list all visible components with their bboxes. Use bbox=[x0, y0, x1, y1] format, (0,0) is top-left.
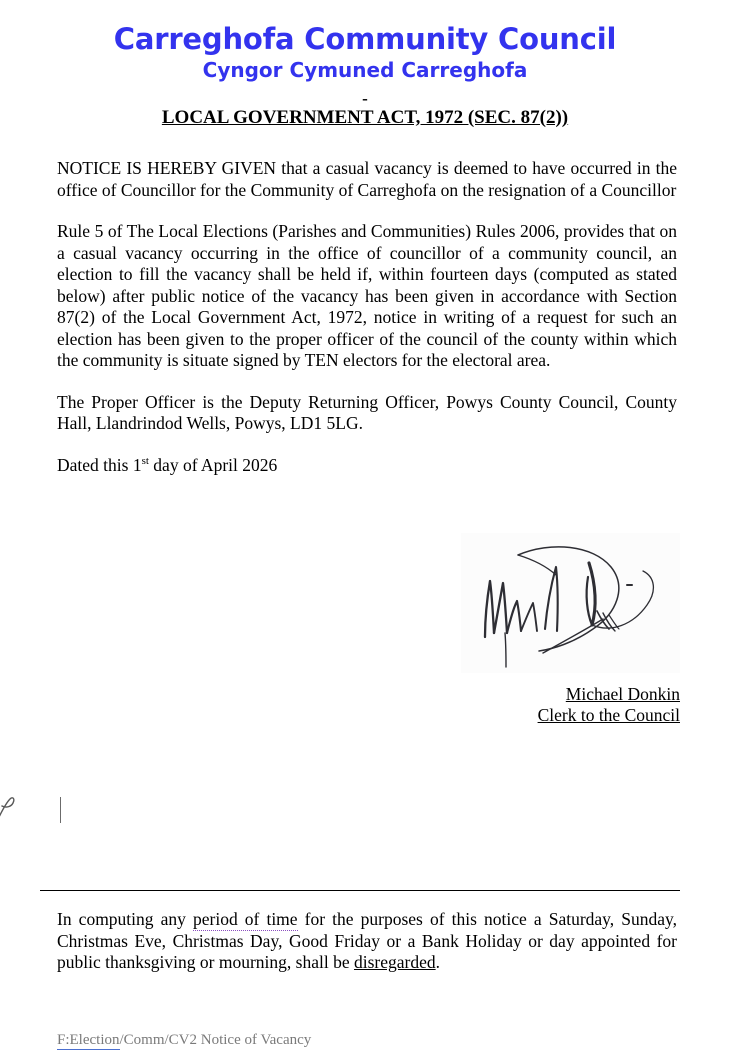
paragraph-proper-officer: The Proper Officer is the Deputy Returning Officer, Powys County Council, County Hall, Llandrindod Wells, Powys, LD1 5LG. bbox=[57, 391, 677, 433]
paragraph-footnote bbox=[57, 909, 677, 974]
footer-path-link[interactable]: F:Election bbox=[57, 1032, 120, 1048]
footnote-text-after: . bbox=[435, 952, 440, 972]
dated-prefix: Dated this 1 bbox=[57, 454, 142, 475]
footnote-text-before: In computing any bbox=[57, 909, 193, 929]
signatory-name: Michael Donkin bbox=[565, 684, 680, 704]
stray-cursor-mark bbox=[60, 797, 61, 823]
handwritten-signature bbox=[461, 533, 680, 673]
footnote-underlined-word: disregarded bbox=[353, 952, 436, 972]
paragraph-notice: NOTICE IS HEREBY GIVEN that a casual vacancy is deemed to have occurred in the office of Councillor for the Community of Carreghofa on the resignation of a Councillor bbox=[57, 158, 677, 200]
footnote-text-middle: for the purposes of this notice a Saturday, Sunday, Christmas Eve, Christmas Day, Good Friday or a Bank Holiday or day appointed for public thanksgiving or mourning, shall be bbox=[57, 909, 677, 972]
paragraph-rule: Rule 5 of The Local Elections (Parishes and Communities) Rules 2006, provides that on a casual vacancy occurring in the office of councillor of a community council, an election to fill the vacancy shall be held if, within fourteen days (computed as stated below) after public notice of the vacancy has been given in accordance with Section 87(2) of the Local Government Act, 1972, notice in writing of a request for such an election has been given to the proper officer of the council of the county within which the community is situate signed by TEN electors for the electoral area. bbox=[57, 221, 677, 370]
act-heading: LOCAL GOVERNMENT ACT, 1972 (SEC. 87(2)) bbox=[161, 107, 569, 128]
council-title-welsh: Cyngor Cymuned Carreghofa bbox=[202, 58, 528, 82]
separator-dash: - bbox=[362, 89, 368, 108]
dated-ordinal-suffix: st bbox=[141, 454, 149, 467]
footnote-block bbox=[57, 909, 677, 994]
document-body bbox=[57, 158, 677, 496]
horizontal-divider bbox=[40, 890, 680, 891]
signature-block bbox=[461, 533, 680, 726]
dated-suffix: day of April 2026 bbox=[148, 454, 278, 475]
council-title-english: Carreghofa Community Council bbox=[113, 22, 617, 56]
footer-path-rest: /Comm/CV2 Notice of Vacancy bbox=[119, 1032, 312, 1048]
stray-handwriting-mark bbox=[0, 793, 18, 819]
paragraph-dated bbox=[57, 455, 677, 477]
signatory-role: Clerk to the Council bbox=[537, 705, 680, 725]
grammar-flagged-phrase[interactable]: period of time bbox=[192, 909, 298, 929]
handwritten-signature-image bbox=[461, 533, 680, 673]
document-footer bbox=[57, 1031, 311, 1050]
document-header bbox=[0, 0, 730, 129]
